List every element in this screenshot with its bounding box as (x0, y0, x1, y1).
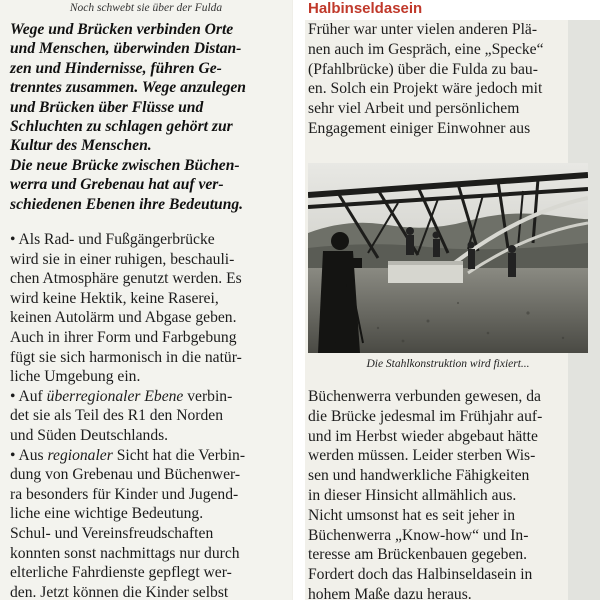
body-text: verbin- (183, 387, 233, 405)
body-text: Sicht hat die Verbin- (112, 446, 246, 464)
body-line: und im Herbst wieder abgebaut hätte (308, 427, 538, 445)
emphasis-text: überregionaler Ebene (46, 387, 184, 405)
photo-caption: Die Stahlkonstruktion wird fixiert... (366, 358, 530, 370)
body-line: elterliche Fahrdienste gepflegt wer- (10, 564, 232, 582)
right-body-text-bottom (308, 387, 588, 600)
body-line: sen und handwerkliche Fähigkeiten (308, 467, 530, 485)
emphasis-text: regionaler (47, 446, 113, 464)
lead-line: Wege und Brücken verbinden Orte (10, 21, 234, 38)
left-body-text (10, 230, 288, 600)
body-line: in dieser Hinsicht allmählich aus. (308, 486, 517, 504)
lead-line: trenntes zusammen. Wege anzulegen (10, 79, 246, 97)
lead-line: zen und Hindernisse, führen Ge- (10, 59, 222, 77)
body-line: werden müssen. Leider sterben Wis- (308, 447, 536, 465)
body-line: Fordert doch das Halbinseldasein in (308, 566, 533, 584)
body-line: chen Atmosphäre genutzt werden. Es (10, 270, 242, 288)
lead-line: schiedenen Ebenen ihre Bedeutung. (10, 195, 244, 213)
lead-paragraph (10, 20, 288, 214)
lead-line: und Menschen, überwinden Distan- (10, 40, 242, 58)
body-line: Schul- und Vereinsfreudschaften (10, 524, 214, 542)
body-line: und Süden Deutschlands. (10, 426, 169, 444)
body-line: konnten sonst nachmittags nur durch (10, 544, 240, 562)
bridge-construction-photo (308, 163, 588, 353)
body-line: en. Solch ein Projekt wäre jedoch mit (308, 80, 543, 98)
right-column (305, 0, 600, 600)
lead-line: Schluchten zu schlagen gehört zur (10, 118, 233, 136)
left-column (0, 0, 292, 600)
body-line: det sie als Teil des R1 den Norden (10, 407, 223, 425)
body-line: Nicht umsonst hat es seit jeher in (308, 506, 516, 524)
body-line: Früher war unter vielen anderen Plä- (308, 21, 538, 38)
body-line: Büchenwerra verbunden gewesen, da (308, 388, 541, 405)
bridge-photo-illustration (308, 163, 588, 353)
body-line (10, 387, 288, 407)
bullet-text: • Auf (10, 387, 47, 405)
lead-line: und Brücken über Flüsse und (10, 98, 204, 116)
right-body-text-top (308, 20, 588, 139)
body-line: sehr viel Arbeit und persönlichem (308, 100, 520, 118)
top-photo-caption: Noch schwebt sie über der Fulda (69, 2, 223, 14)
body-line: die Brücke jedesmal im Frühjahr auf- (308, 407, 543, 425)
body-line: keinen Autolärm und Abgase geben. (10, 309, 237, 327)
body-line: (Pfahlbrücke) über die Fulda zu bau- (308, 60, 538, 78)
body-line: nen auch im Gespräch, eine „Specke“ (308, 40, 544, 58)
body-line: dung von Grebenau und Büchenwer- (10, 466, 241, 484)
body-line: liche eine wichtige Bedeutung. (10, 505, 204, 523)
body-line: den. Jetzt können die Kinder selbst (10, 583, 229, 600)
body-line: Büchenwerra „Know-how“ und In- (308, 526, 529, 544)
lead-line: werra und Grebenau hat auf ver- (10, 176, 224, 194)
body-line (10, 446, 288, 466)
body-line: wird keine Hektik, keine Raserei, (10, 289, 219, 307)
body-line: Auch in ihrer Form und Farbgebung (10, 328, 237, 346)
body-line: fügt sie sich harmonisch in die natür- (10, 348, 242, 366)
lead-line: Die neue Brücke zwischen Büchen- (10, 156, 240, 174)
section-heading: Halbinseldasein (308, 0, 423, 17)
body-line: Engagement einiger Einwohner aus (308, 119, 531, 137)
body-line: ra besonders für Kinder und Jugend- (10, 485, 239, 503)
body-line: • Als Rad- und Fußgängerbrücke (10, 231, 215, 248)
body-line: teresse am Brückenbauen gegeben. (308, 546, 528, 564)
body-line: hohem Maße dazu heraus. (308, 585, 472, 600)
lead-line: Kultur des Menschen. (10, 137, 152, 155)
body-line: liche Umgebung ein. (10, 368, 141, 386)
bullet-text: • Aus (10, 446, 48, 464)
body-line: wird sie in einer ruhigen, beschauli- (10, 250, 235, 268)
